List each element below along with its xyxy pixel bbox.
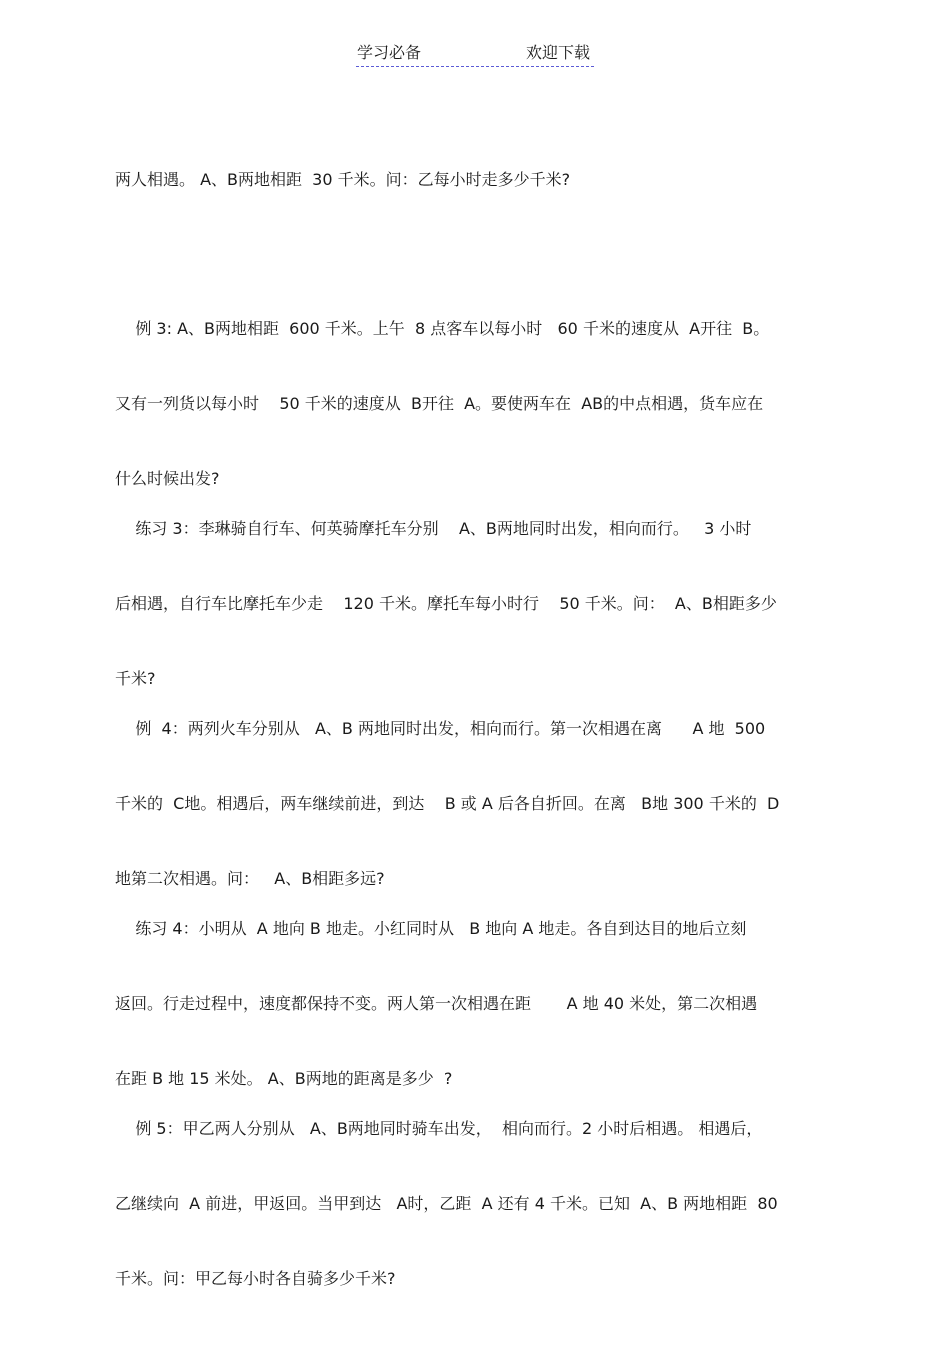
paragraph-intro-continuation: [115, 117, 845, 242]
text-line: 地第二次相遇。问： A、B相距多远?: [115, 869, 385, 888]
paragraph-example-5: [115, 1066, 845, 1341]
text-line: 例 5：甲乙两人分别从 A、B两地同时骑车出发， 相向而行。2 小时后相遇。 相遇后，: [115, 1119, 763, 1138]
header-right-text: 欢迎下载: [525, 43, 590, 62]
header-left-text: 学习必备: [357, 43, 422, 62]
text-line: 又有一列货以每小时 50 千米的速度从 B开往 A。要使两车在 AB的中点相遇，货车应在: [115, 394, 764, 413]
text-line: 后相遇，自行车比摩托车少走 120 千米。摩托车每小时行 50 千米。问： A、B相距多少: [115, 594, 777, 613]
page-header: [356, 42, 594, 67]
text-line: 什么时候出发?: [115, 469, 220, 488]
text-line: 返回。行走过程中，速度都保持不变。两人第一次相遇在距 A 地 40 米处，第二次相遇: [115, 994, 758, 1013]
text-line: 乙继续向 A 前进，甲返回。当甲到达 A时，乙距 A 还有 4 千米。已知 A、B 两地相距 80: [115, 1194, 778, 1213]
text-line: 两人相遇。 A、B两地相距 30 千米。问：乙每小时走多少千米?: [115, 170, 571, 189]
text-line: 在距 B 地 15 米处。 A、B两地的距离是多少 ?: [115, 1069, 453, 1088]
text-line: 例 3: A、B两地相距 600 千米。上午 8 点客车以每小时 60 千米的速度从 A开往 B。: [115, 319, 770, 338]
text-line: 千米的 C地。相遇后，两车继续前进，到达 B 或 A 后各自折回。在离 B地 300 千米的 D: [115, 794, 780, 813]
text-line: 练习 3：李琳骑自行车、何英骑摩托车分别 A、B两地同时出发，相向而行。 3 小时: [115, 519, 752, 538]
text-line: 千米?: [115, 669, 156, 688]
text-line: 千米。问：甲乙每小时各自骑多少千米?: [115, 1269, 396, 1288]
text-line: 例 4：两列火车分别从 A、B 两地同时出发，相向而行。第一次相遇在离 A 地 500: [115, 719, 766, 738]
text-line: 练习 4：小明从 A 地向 B 地走。小红同时从 B 地向 A 地走。各自到达目的地后立刻: [115, 919, 747, 938]
